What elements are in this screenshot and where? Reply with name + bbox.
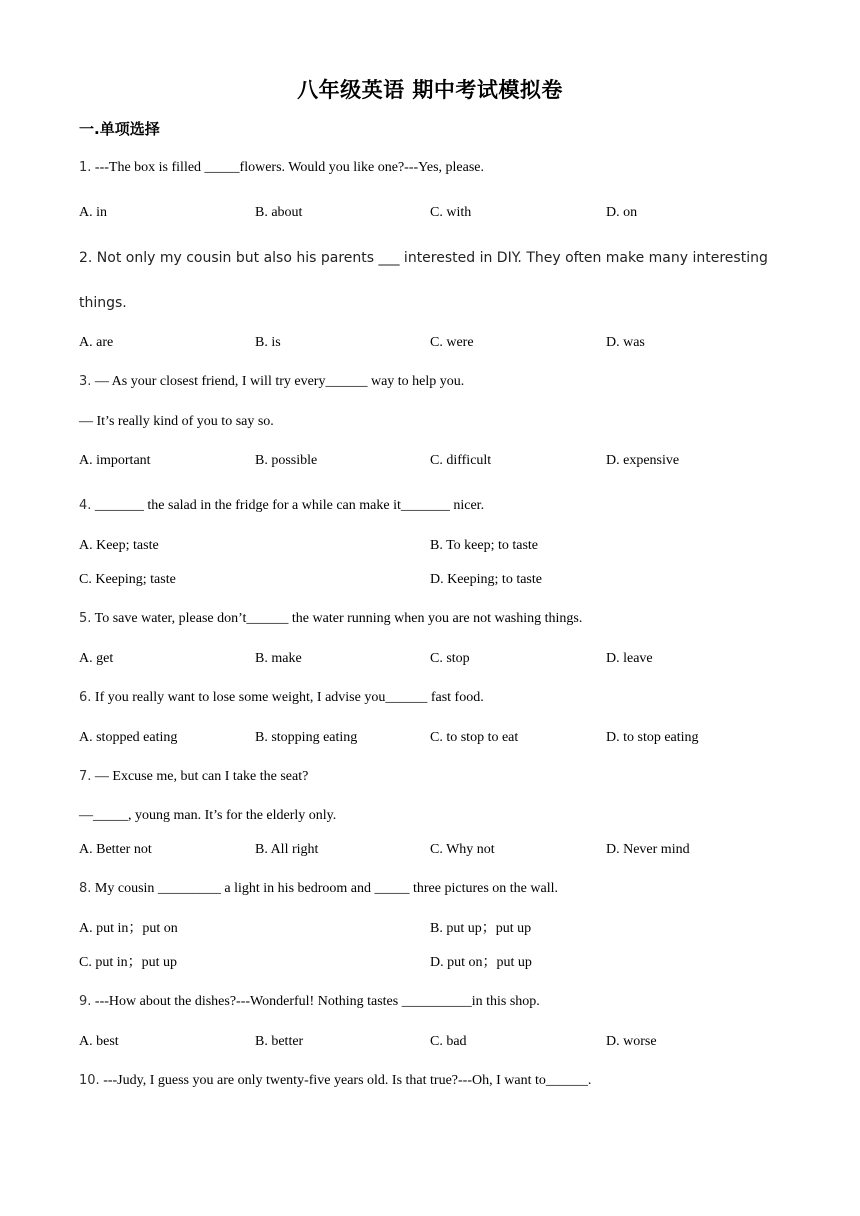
option-a[interactable]: A. important — [79, 453, 151, 468]
question-1 — [79, 159, 484, 177]
question-4 — [79, 497, 484, 515]
option-d[interactable]: D. Never mind — [606, 842, 690, 857]
question-stem: ---The box is filled _____flowers. Would you like one?---Yes, please. — [91, 160, 485, 175]
option-d[interactable]: D. put on；put up — [430, 955, 532, 970]
question-stem: _______ the salad in the fridge for a while can make it_______ nicer. — [91, 498, 485, 513]
option-c[interactable]: C. Why not — [430, 842, 495, 857]
option-c[interactable]: C. Keeping; taste — [79, 572, 176, 587]
option-a[interactable]: A. put in；put on — [79, 921, 178, 936]
option-b[interactable]: B. about — [255, 205, 303, 220]
option-d[interactable]: D. to stop eating — [606, 730, 699, 745]
option-c[interactable]: C. put in；put up — [79, 955, 178, 970]
option-c[interactable]: C. were — [430, 335, 474, 350]
question-number: 1. — [79, 160, 92, 175]
option-a[interactable]: A. Keep; taste — [79, 538, 159, 553]
question-stem: — Excuse me, but can I take the seat? — [91, 769, 309, 784]
option-b[interactable]: B. make — [255, 651, 302, 666]
option-a[interactable]: A. stopped eating — [79, 730, 178, 745]
option-d[interactable]: D. was — [606, 335, 645, 350]
option-b[interactable]: B. is — [255, 335, 281, 350]
question-stem-continued: things. — [79, 295, 127, 311]
question-number: 8. — [79, 881, 92, 896]
question-stem: Not only my cousin but also his parents ___ interested in DIY. They often make many interesting — [92, 250, 768, 266]
question-2 — [79, 249, 768, 267]
question-stem: If you really want to lose some weight, I advise you______ fast food. — [91, 690, 484, 705]
question-3 — [79, 373, 464, 391]
question-6 — [79, 689, 484, 707]
question-stem: ---Judy, I guess you are only twenty-five years old. Is that true?---Oh, I want to______. — [99, 1073, 592, 1088]
question-stem: — As your closest friend, I will try every______ way to help you. — [91, 374, 465, 389]
question-stem: My cousin _________ a light in his bedroom and _____ three pictures on the wall. — [91, 881, 558, 896]
option-b[interactable]: B. better — [255, 1034, 304, 1049]
question-5 — [79, 610, 582, 628]
question-stem-continued: —_____, young man. It’s for the elderly only. — [79, 808, 337, 823]
option-a[interactable]: A. get — [79, 651, 114, 666]
option-c[interactable]: C. with — [430, 205, 472, 220]
option-b[interactable]: B. All right — [255, 842, 319, 857]
option-b[interactable]: B. To keep; to taste — [430, 538, 539, 553]
option-a[interactable]: A. in — [79, 205, 107, 220]
section-heading: 一.单项选择 — [79, 120, 160, 138]
question-stem-continued: — It’s really kind of you to say so. — [79, 414, 274, 429]
question-number: 3. — [79, 374, 92, 389]
question-number: 6. — [79, 690, 92, 705]
question-7 — [79, 768, 308, 786]
page-title: 八年级英语 期中考试模拟卷 — [297, 78, 563, 102]
option-c[interactable]: C. difficult — [430, 453, 492, 468]
question-stem: ---How about the dishes?---Wonderful! Nothing tastes __________in this shop. — [91, 994, 540, 1009]
question-10 — [79, 1072, 591, 1090]
question-number: 2. — [79, 250, 93, 266]
option-b[interactable]: B. stopping eating — [255, 730, 358, 745]
option-c[interactable]: C. stop — [430, 651, 470, 666]
option-b[interactable]: B. put up；put up — [430, 921, 532, 936]
question-number: 5. — [79, 611, 92, 626]
option-c[interactable]: C. to stop to eat — [430, 730, 519, 745]
question-number: 10. — [79, 1073, 100, 1088]
question-9 — [79, 993, 540, 1011]
option-d[interactable]: D. leave — [606, 651, 653, 666]
option-d[interactable]: D. Keeping; to taste — [430, 572, 542, 587]
question-8 — [79, 880, 558, 898]
question-number: 9. — [79, 994, 92, 1009]
option-d[interactable]: D. worse — [606, 1034, 657, 1049]
question-number: 4. — [79, 498, 92, 513]
question-stem: To save water, please don’t______ the water running when you are not washing things. — [91, 611, 583, 626]
option-c[interactable]: C. bad — [430, 1034, 467, 1049]
option-d[interactable]: D. on — [606, 205, 638, 220]
question-number: 7. — [79, 769, 92, 784]
option-b[interactable]: B. possible — [255, 453, 318, 468]
option-a[interactable]: A. are — [79, 335, 114, 350]
option-d[interactable]: D. expensive — [606, 453, 680, 468]
option-a[interactable]: A. Better not — [79, 842, 152, 857]
option-a[interactable]: A. best — [79, 1034, 119, 1049]
